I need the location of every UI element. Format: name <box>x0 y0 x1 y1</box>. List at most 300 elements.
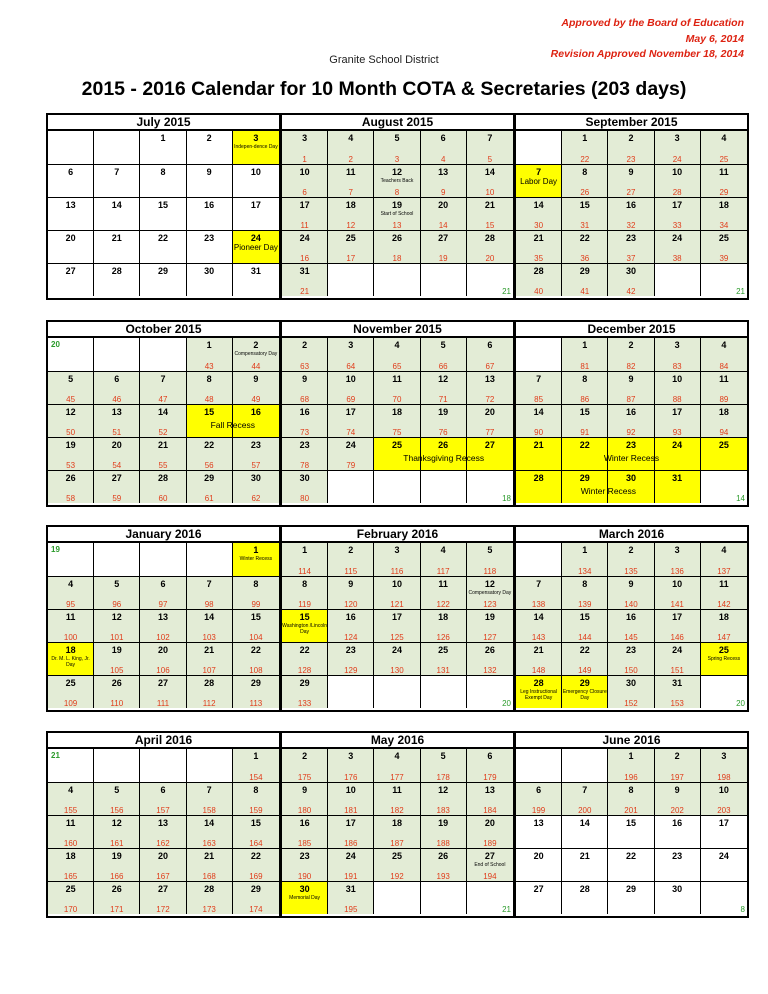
day-cell[interactable] <box>187 198 233 230</box>
day-cell[interactable] <box>187 231 233 263</box>
day-cell[interactable] <box>48 264 94 296</box>
day-cell[interactable] <box>608 676 654 708</box>
work-day-count: 131 <box>436 666 450 675</box>
day-cell[interactable] <box>608 849 654 881</box>
day-cell[interactable] <box>233 577 279 609</box>
day-cell[interactable] <box>608 882 654 914</box>
work-day-count: 37 <box>626 254 636 263</box>
day-cell[interactable] <box>233 165 279 197</box>
day-cell[interactable] <box>48 676 94 708</box>
day-cell[interactable] <box>701 643 747 675</box>
day-cell[interactable] <box>140 198 186 230</box>
day-cell[interactable] <box>374 749 420 782</box>
day-cell[interactable] <box>328 610 374 642</box>
day-cell[interactable] <box>282 231 328 263</box>
day-number: 7 <box>536 167 542 177</box>
day-cell[interactable] <box>467 783 513 815</box>
day-cell[interactable] <box>94 783 140 815</box>
day-cell[interactable] <box>140 643 186 675</box>
day-cell[interactable] <box>48 438 94 470</box>
day-cell[interactable] <box>233 816 279 848</box>
day-cell[interactable] <box>282 543 328 576</box>
day-number: 9 <box>628 167 634 177</box>
day-number: 28 <box>533 473 544 483</box>
day-cell <box>374 264 420 296</box>
day-cell[interactable] <box>233 338 279 371</box>
day-cell[interactable] <box>655 131 701 164</box>
day-cell[interactable] <box>421 338 467 371</box>
day-cell[interactable] <box>187 264 233 296</box>
day-cell[interactable] <box>140 783 186 815</box>
day-cell[interactable] <box>608 749 654 782</box>
day-cell[interactable] <box>328 882 374 914</box>
day-cell[interactable] <box>608 264 654 296</box>
day-number: 16 <box>299 818 310 828</box>
day-cell[interactable] <box>233 231 279 263</box>
work-day-count: 71 <box>438 395 448 404</box>
day-cell[interactable] <box>608 231 654 263</box>
day-cell[interactable] <box>140 264 186 296</box>
day-cell[interactable] <box>94 231 140 263</box>
day-cell[interactable] <box>516 405 562 437</box>
day-cell[interactable] <box>467 338 513 371</box>
day-cell[interactable] <box>421 610 467 642</box>
day-cell[interactable] <box>282 643 328 675</box>
day-cell[interactable] <box>701 849 747 881</box>
day-cell[interactable] <box>94 165 140 197</box>
day-cell[interactable] <box>282 131 328 164</box>
day-cell[interactable] <box>374 816 420 848</box>
day-number: 2 <box>674 751 680 761</box>
day-number: 9 <box>253 374 259 384</box>
day-cell[interactable] <box>187 471 233 503</box>
day-cell[interactable] <box>655 577 701 609</box>
day-cell[interactable] <box>282 783 328 815</box>
day-cell[interactable] <box>374 165 420 197</box>
day-cell[interactable] <box>608 543 654 576</box>
day-cell[interactable] <box>233 676 279 708</box>
day-cell[interactable] <box>282 849 328 881</box>
day-cell[interactable] <box>467 577 513 609</box>
day-cell[interactable] <box>701 231 747 263</box>
day-cell[interactable] <box>562 783 608 815</box>
day-cell[interactable] <box>655 198 701 230</box>
day-cell[interactable] <box>701 338 747 371</box>
day-cell[interactable] <box>562 231 608 263</box>
day-cell[interactable] <box>187 338 233 371</box>
day-cell[interactable] <box>48 471 94 503</box>
day-cell[interactable] <box>608 610 654 642</box>
day-cell[interactable] <box>655 543 701 576</box>
day-cell[interactable] <box>328 816 374 848</box>
day-cell[interactable] <box>516 676 562 708</box>
day-cell[interactable] <box>467 749 513 782</box>
work-day-count: 121 <box>390 600 404 609</box>
day-cell[interactable] <box>48 577 94 609</box>
day-cell[interactable] <box>233 264 279 296</box>
day-cell[interactable] <box>328 749 374 782</box>
day-cell[interactable] <box>374 643 420 675</box>
day-cell[interactable] <box>701 165 747 197</box>
day-cell[interactable] <box>187 610 233 642</box>
day-cell[interactable] <box>140 231 186 263</box>
approval-note <box>551 16 744 63</box>
day-cell[interactable] <box>140 471 186 503</box>
day-cell[interactable] <box>328 372 374 404</box>
work-day-count: 72 <box>485 395 495 404</box>
day-cell[interactable] <box>421 643 467 675</box>
day-cell[interactable] <box>655 338 701 371</box>
day-cell[interactable] <box>421 749 467 782</box>
day-cell[interactable] <box>516 577 562 609</box>
day-cell[interactable] <box>516 643 562 675</box>
day-number: 13 <box>65 200 76 210</box>
day-cell[interactable] <box>48 198 94 230</box>
day-cell[interactable] <box>562 405 608 437</box>
day-cell[interactable] <box>562 198 608 230</box>
day-cell[interactable] <box>140 882 186 914</box>
month-block-june-2016 <box>514 731 749 918</box>
day-cell[interactable] <box>655 372 701 404</box>
day-cell[interactable] <box>140 131 186 164</box>
day-cell[interactable] <box>701 405 747 437</box>
day-cell[interactable] <box>374 849 420 881</box>
day-cell[interactable] <box>48 372 94 404</box>
day-cell[interactable] <box>608 643 654 675</box>
day-cell[interactable] <box>608 405 654 437</box>
day-number: 12 <box>111 818 122 828</box>
day-cell[interactable] <box>282 816 328 848</box>
day-cell[interactable] <box>328 405 374 437</box>
day-cell[interactable] <box>467 231 513 263</box>
day-cell[interactable] <box>421 198 467 230</box>
day-cell[interactable] <box>328 198 374 230</box>
day-number: 4 <box>721 545 727 555</box>
day-cell[interactable] <box>701 783 747 815</box>
work-day-count: 134 <box>578 567 592 576</box>
day-number: 25 <box>345 233 356 243</box>
day-cell[interactable] <box>233 471 279 503</box>
day-cell[interactable] <box>421 131 467 164</box>
day-number: 1 <box>302 545 308 555</box>
work-day-count: 92 <box>626 428 636 437</box>
day-cell[interactable] <box>608 131 654 164</box>
day-number: 29 <box>204 473 215 483</box>
day-cell[interactable] <box>328 165 374 197</box>
day-cell[interactable] <box>516 372 562 404</box>
day-note: End of School <box>474 862 506 868</box>
day-cell[interactable] <box>94 264 140 296</box>
day-cell[interactable] <box>608 783 654 815</box>
day-cell[interactable] <box>140 676 186 708</box>
day-cell[interactable] <box>94 471 140 503</box>
work-day-count: 63 <box>300 362 310 371</box>
day-cell[interactable] <box>421 372 467 404</box>
day-cell[interactable] <box>328 577 374 609</box>
day-cell[interactable] <box>282 471 328 503</box>
day-cell[interactable] <box>467 610 513 642</box>
day-cell[interactable] <box>421 783 467 815</box>
day-number: 2 <box>628 340 634 350</box>
day-cell[interactable] <box>467 849 513 881</box>
day-cell[interactable] <box>94 577 140 609</box>
day-cell[interactable] <box>187 131 233 164</box>
day-cell[interactable] <box>562 131 608 164</box>
work-day-count: 156 <box>110 806 124 815</box>
day-cell[interactable] <box>187 372 233 404</box>
day-cell[interactable] <box>94 643 140 675</box>
day-cell[interactable] <box>282 264 328 296</box>
day-cell[interactable] <box>48 165 94 197</box>
day-cell[interactable] <box>562 577 608 609</box>
day-cell[interactable] <box>608 338 654 371</box>
day-cell[interactable] <box>374 610 420 642</box>
day-cell[interactable] <box>467 131 513 164</box>
day-cell[interactable] <box>374 231 420 263</box>
day-cell[interactable] <box>233 131 279 164</box>
day-cell[interactable] <box>233 882 279 914</box>
day-cell[interactable] <box>94 610 140 642</box>
day-cell[interactable] <box>140 372 186 404</box>
day-cell[interactable] <box>562 676 608 708</box>
day-cell[interactable] <box>562 643 608 675</box>
work-day-count: 18 <box>392 254 402 263</box>
day-cell[interactable] <box>328 783 374 815</box>
day-cell[interactable] <box>562 264 608 296</box>
day-cell[interactable] <box>94 882 140 914</box>
day-cell[interactable] <box>328 849 374 881</box>
day-cell[interactable] <box>655 783 701 815</box>
day-cell[interactable] <box>282 577 328 609</box>
day-cell[interactable] <box>187 816 233 848</box>
day-cell[interactable] <box>516 849 562 881</box>
day-cell[interactable] <box>655 749 701 782</box>
work-day-count: 49 <box>251 395 261 404</box>
day-cell[interactable] <box>655 882 701 914</box>
day-cell[interactable] <box>421 849 467 881</box>
work-day-count: 165 <box>63 872 78 881</box>
month-total: 8 <box>740 905 745 914</box>
work-day-count: 38 <box>672 254 682 263</box>
day-cell[interactable] <box>328 438 374 470</box>
day-cell[interactable] <box>187 643 233 675</box>
day-cell[interactable] <box>187 783 233 815</box>
day-cell[interactable] <box>608 816 654 848</box>
day-cell[interactable] <box>655 405 701 437</box>
day-cell[interactable] <box>516 882 562 914</box>
day-cell[interactable] <box>421 577 467 609</box>
day-cell[interactable] <box>562 338 608 371</box>
day-cell[interactable] <box>282 882 328 914</box>
day-cell[interactable] <box>701 816 747 848</box>
day-cell[interactable] <box>48 849 94 881</box>
day-cell[interactable] <box>516 816 562 848</box>
day-number: 11 <box>438 579 448 589</box>
day-cell[interactable] <box>187 676 233 708</box>
day-cell[interactable] <box>282 749 328 782</box>
day-cell[interactable] <box>374 372 420 404</box>
day-cell[interactable] <box>562 543 608 576</box>
day-cell[interactable] <box>48 783 94 815</box>
day-cell[interactable] <box>562 610 608 642</box>
day-cell[interactable] <box>140 610 186 642</box>
day-cell[interactable] <box>328 543 374 576</box>
day-cell[interactable] <box>140 165 186 197</box>
day-cell[interactable] <box>655 676 701 708</box>
day-cell[interactable] <box>655 610 701 642</box>
day-cell[interactable] <box>374 783 420 815</box>
day-cell[interactable] <box>374 198 420 230</box>
day-cell[interactable] <box>467 372 513 404</box>
day-cell[interactable] <box>608 198 654 230</box>
day-cell[interactable] <box>421 543 467 576</box>
day-cell[interactable] <box>562 816 608 848</box>
day-number: 2 <box>206 133 212 143</box>
day-cell[interactable] <box>233 610 279 642</box>
day-cell[interactable] <box>701 131 747 164</box>
day-cell[interactable] <box>421 231 467 263</box>
day-cell[interactable] <box>140 577 186 609</box>
day-cell[interactable] <box>608 372 654 404</box>
day-cell[interactable] <box>467 405 513 437</box>
day-cell[interactable] <box>516 610 562 642</box>
day-cell[interactable] <box>94 676 140 708</box>
day-cell[interactable] <box>701 198 747 230</box>
day-cell[interactable] <box>282 165 328 197</box>
day-cell[interactable] <box>516 198 562 230</box>
day-cell[interactable] <box>516 264 562 296</box>
day-cell[interactable] <box>467 198 513 230</box>
day-cell[interactable] <box>374 131 420 164</box>
day-cell[interactable] <box>94 405 140 437</box>
week-row <box>48 230 279 263</box>
day-cell[interactable] <box>516 231 562 263</box>
day-cell[interactable] <box>140 438 186 470</box>
day-cell[interactable] <box>467 643 513 675</box>
work-day-count: 177 <box>390 773 404 782</box>
day-cell[interactable] <box>282 610 328 642</box>
day-cell[interactable] <box>421 816 467 848</box>
day-cell[interactable] <box>233 438 279 470</box>
day-cell[interactable] <box>282 198 328 230</box>
day-cell[interactable] <box>701 749 747 782</box>
day-cell[interactable] <box>374 338 420 371</box>
day-cell[interactable] <box>328 131 374 164</box>
day-cell[interactable] <box>282 676 328 708</box>
day-cell[interactable] <box>94 438 140 470</box>
day-cell[interactable] <box>421 405 467 437</box>
day-cell[interactable] <box>701 543 747 576</box>
work-day-count: 101 <box>110 633 124 642</box>
day-number: 14 <box>484 167 495 177</box>
day-cell[interactable] <box>516 783 562 815</box>
day-cell[interactable] <box>233 543 279 576</box>
day-cell[interactable] <box>655 816 701 848</box>
day-cell[interactable] <box>187 882 233 914</box>
day-number: 21 <box>204 645 215 655</box>
day-cell[interactable] <box>467 543 513 576</box>
day-cell[interactable] <box>328 338 374 371</box>
day-cell[interactable] <box>282 338 328 371</box>
day-cell[interactable] <box>562 372 608 404</box>
day-cell[interactable] <box>94 816 140 848</box>
day-cell[interactable] <box>655 231 701 263</box>
day-cell[interactable] <box>233 749 279 782</box>
day-cell[interactable] <box>374 543 420 576</box>
day-cell[interactable] <box>608 577 654 609</box>
day-cell[interactable] <box>467 165 513 197</box>
day-cell[interactable] <box>516 165 562 197</box>
day-cell[interactable] <box>48 816 94 848</box>
day-cell[interactable] <box>562 165 608 197</box>
day-cell[interactable] <box>94 849 140 881</box>
day-cell[interactable] <box>701 577 747 609</box>
day-cell[interactable] <box>48 882 94 914</box>
day-cell[interactable] <box>94 372 140 404</box>
day-cell[interactable] <box>374 405 420 437</box>
day-cell[interactable] <box>187 165 233 197</box>
day-cell[interactable] <box>282 405 328 437</box>
work-day-count: 95 <box>66 600 76 609</box>
day-cell[interactable] <box>233 198 279 230</box>
day-cell[interactable] <box>233 372 279 404</box>
month-days <box>48 131 279 296</box>
day-cell[interactable] <box>187 577 233 609</box>
day-number: 28 <box>533 266 544 276</box>
day-cell[interactable] <box>282 372 328 404</box>
day-cell[interactable] <box>48 643 94 675</box>
day-cell[interactable] <box>701 372 747 404</box>
day-cell[interactable] <box>655 849 701 881</box>
month-name: May 2016 <box>282 733 513 749</box>
day-cell[interactable] <box>187 438 233 470</box>
day-cell[interactable] <box>94 198 140 230</box>
day-note: Winter Recess <box>239 556 273 562</box>
day-cell[interactable] <box>48 231 94 263</box>
day-cell[interactable] <box>655 165 701 197</box>
day-cell[interactable] <box>48 405 94 437</box>
day-cell[interactable] <box>140 816 186 848</box>
day-cell <box>421 676 467 708</box>
day-cell[interactable] <box>233 783 279 815</box>
day-cell[interactable] <box>608 165 654 197</box>
day-number: 18 <box>718 612 729 622</box>
day-number: 28 <box>533 678 544 688</box>
day-cell[interactable] <box>140 405 186 437</box>
day-number: 9 <box>628 579 634 589</box>
month-block-july-2015 <box>46 113 281 300</box>
week-row <box>48 437 279 470</box>
day-cell[interactable] <box>562 882 608 914</box>
day-cell[interactable] <box>562 849 608 881</box>
day-cell[interactable] <box>282 438 328 470</box>
day-cell[interactable] <box>421 165 467 197</box>
day-number: 15 <box>579 612 590 622</box>
day-cell[interactable] <box>328 231 374 263</box>
day-cell[interactable] <box>140 849 186 881</box>
day-cell[interactable] <box>374 577 420 609</box>
day-cell[interactable] <box>655 643 701 675</box>
day-cell[interactable] <box>48 610 94 642</box>
day-cell[interactable] <box>233 849 279 881</box>
day-cell[interactable] <box>328 643 374 675</box>
month-days <box>48 749 279 914</box>
month-total: 21 <box>502 287 511 296</box>
day-cell[interactable] <box>467 816 513 848</box>
day-cell[interactable] <box>187 849 233 881</box>
day-cell[interactable] <box>233 643 279 675</box>
day-cell[interactable] <box>701 610 747 642</box>
